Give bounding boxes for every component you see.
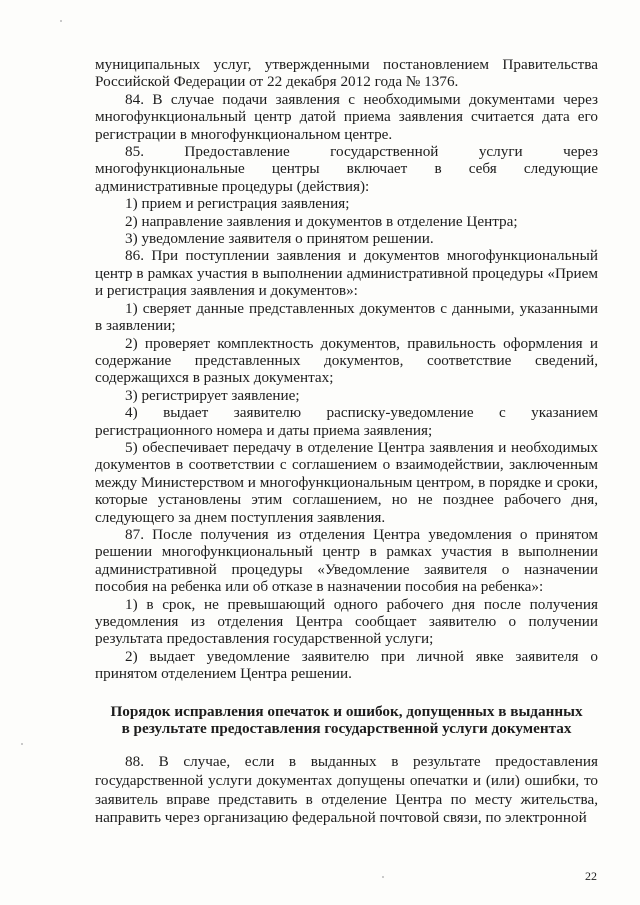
paragraph-85-item-2: 2) направление заявления и документов в отделение Центра; bbox=[125, 212, 518, 230]
paragraph-87-item-2: 2) выдает уведомление заявителю при личной явке заявителя о принятом отделением Центра решении. bbox=[95, 647, 598, 683]
paragraph-87: 87. После получения из отделения Центра уведомления о принятом решении многофункциональный центр в рамках участия в выполнении административной процедуры «Уведомление заявителя о назначении пособия на ребенка или об отказе в назначении пособия на ребенка»: bbox=[95, 525, 598, 596]
paragraph-86-item-3: 3) регистрирует заявление; bbox=[125, 386, 300, 404]
paragraph-84: 84. В случае подачи заявления с необходимыми документами через многофункциональный центр датой приема заявления считается дата его регистрации в многофункциональном центре. bbox=[95, 90, 598, 143]
paragraph-86: 86. При поступлении заявления и документов многофункциональный центр в рамках участия в выполнении административной процедуры «Прием и регистрация заявления и документов»: bbox=[95, 247, 598, 300]
paragraph-88: 88. В случае, если в выданных в результате предоставления государственной услуги документах допущены опечатки и (или) ошибки, то заявитель вправе представить в отделение Центра по месту жительства, направить через организацию федеральной почтовой связи, по электронной bbox=[95, 753, 598, 827]
page-number: 22 bbox=[585, 869, 597, 883]
section-heading bbox=[95, 703, 598, 738]
paragraph-86-item-5: 5) обеспечивает передачу в отделение Центра заявления и необходимых документов в соответствии с соглашением о взаимодействии, заключенным между Министерством и многофункциональным центром, в порядке и сроки, которые установлены этим соглашением, но не позднее рабочего дня, следующего за днем поступления заявления. bbox=[95, 438, 598, 526]
paragraph-85: 85. Предоставление государственной услуги через многофункциональные центры включает в себя следующие административные процедуры (действия): bbox=[95, 143, 598, 195]
section-heading-line-1: Порядок исправления опечаток и ошибок, допущенных в выданных bbox=[110, 702, 583, 720]
section-heading-line-2: в результате предоставления государственной услуги документах bbox=[121, 720, 572, 738]
scan-speck bbox=[382, 876, 384, 878]
paragraph-85-item-1: 1) прием и регистрация заявления; bbox=[125, 195, 350, 213]
paragraph-86-item-2: 2) проверяет комплектность документов, правильность оформления и содержание представленных документов, соответствие сведений, содержащихся в разных документах; bbox=[95, 334, 598, 387]
paragraph-86-item-4: 4) выдает заявителю расписку-уведомление с указанием регистрационного номера и даты приема заявления; bbox=[95, 404, 598, 439]
paragraph-86-item-1: 1) сверяет данные представленных документов с данными, указанными в заявлении; bbox=[95, 299, 598, 335]
paragraph-85-item-3: 3) уведомление заявителя о принятом решении. bbox=[125, 230, 434, 248]
paragraph-87-item-1: 1) в срок, не превышающий одного рабочего дня после получения уведомления из отделения Центра сообщает заявителю о получении результата предоставления государственной услуги; bbox=[95, 595, 598, 648]
paragraph-83-continuation: муниципальных услуг, утвержденными постановлением Правительства Российской Федерации от 22 декабря 2012 года № 1376. bbox=[95, 56, 598, 91]
scan-speck bbox=[60, 20, 62, 22]
scan-speck bbox=[21, 743, 23, 745]
document-body bbox=[95, 56, 598, 828]
